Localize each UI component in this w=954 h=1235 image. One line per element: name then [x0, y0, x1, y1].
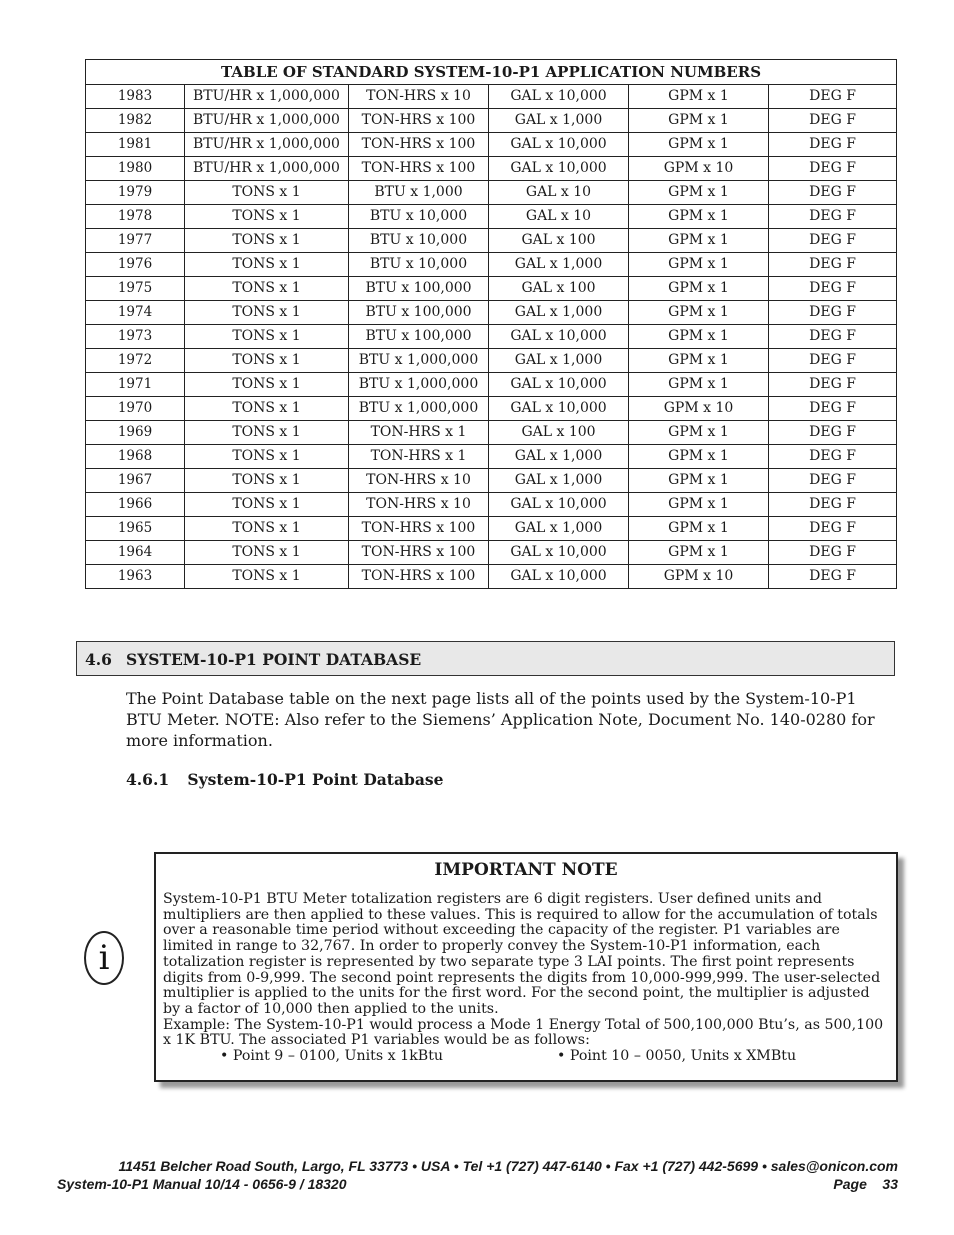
table-cell: 1982 [86, 109, 185, 133]
table-cell: BTU x 1,000,000 [349, 397, 489, 421]
table-cell: GAL x 1,000 [489, 301, 629, 325]
table-cell: GPM x 1 [629, 229, 769, 253]
table-cell: TONS x 1 [185, 181, 349, 205]
table-cell: TONS x 1 [185, 565, 349, 589]
table-cell: BTU x 1,000,000 [349, 349, 489, 373]
table-cell: TONS x 1 [185, 229, 349, 253]
table-cell: TONS x 1 [185, 349, 349, 373]
table-cell: BTU x 10,000 [349, 253, 489, 277]
table-body [86, 85, 897, 589]
table-cell: GPM x 1 [629, 85, 769, 109]
table-cell: TONS x 1 [185, 493, 349, 517]
table-row [86, 301, 897, 325]
table-cell: 1972 [86, 349, 185, 373]
info-icon: i [84, 931, 124, 985]
table-row [86, 565, 897, 589]
note-bullet-2: • Point 10 – 0050, Units x XMBtu [557, 1048, 797, 1065]
section-number: 4.6 [85, 650, 112, 669]
table-cell: TONS x 1 [185, 541, 349, 565]
table-cell: GPM x 10 [629, 565, 769, 589]
table-row [86, 397, 897, 421]
table-cell: DEG F [769, 85, 897, 109]
table-cell: GPM x 1 [629, 445, 769, 469]
table-cell: TON-HRS x 10 [349, 469, 489, 493]
note-bullets [163, 1049, 888, 1065]
table-cell: 1964 [86, 541, 185, 565]
table-cell: GPM x 1 [629, 373, 769, 397]
table-cell: DEG F [769, 277, 897, 301]
table-cell: DEG F [769, 493, 897, 517]
table-cell: DEG F [769, 421, 897, 445]
table-cell: TONS x 1 [185, 205, 349, 229]
table-row [86, 229, 897, 253]
table-cell: 1980 [86, 157, 185, 181]
table-row [86, 205, 897, 229]
table-row [86, 493, 897, 517]
table-header-row [86, 60, 897, 85]
table-cell: GAL x 10,000 [489, 397, 629, 421]
subsection-heading [126, 770, 443, 789]
table-cell: BTU x 10,000 [349, 229, 489, 253]
table-cell: TONS x 1 [185, 397, 349, 421]
table-cell: BTU/HR x 1,000,000 [185, 157, 349, 181]
table-cell: BTU x 100,000 [349, 325, 489, 349]
table-cell: GPM x 1 [629, 325, 769, 349]
table-cell: TON-HRS x 100 [349, 541, 489, 565]
table-cell: GAL x 10,000 [489, 133, 629, 157]
table-cell: GAL x 10,000 [489, 325, 629, 349]
table-cell: DEG F [769, 397, 897, 421]
table-cell: 1975 [86, 277, 185, 301]
footer-page-label: Page [833, 1176, 867, 1192]
table-cell: BTU x 1,000 [349, 181, 489, 205]
section-heading-bar [76, 641, 895, 676]
table-cell: BTU x 100,000 [349, 277, 489, 301]
table-cell: GPM x 1 [629, 469, 769, 493]
table-cell: TONS x 1 [185, 277, 349, 301]
table-cell: GPM x 1 [629, 133, 769, 157]
table-cell: GAL x 10 [489, 205, 629, 229]
table-cell: TON-HRS x 100 [349, 157, 489, 181]
important-note-box [154, 852, 898, 1082]
table-cell: BTU x 100,000 [349, 301, 489, 325]
table-cell: 1965 [86, 517, 185, 541]
table-cell: GAL x 1,000 [489, 445, 629, 469]
table-cell: GPM x 10 [629, 397, 769, 421]
table-cell: 1970 [86, 397, 185, 421]
note-bullet-1: • Point 9 – 0100, Units x 1kBtu [220, 1048, 444, 1065]
table-cell: DEG F [769, 109, 897, 133]
table-row [86, 85, 897, 109]
footer-page-number: 33 [882, 1176, 898, 1192]
table-cell: GAL x 10,000 [489, 157, 629, 181]
table-cell: GAL x 1,000 [489, 349, 629, 373]
table-cell: BTU/HR x 1,000,000 [185, 109, 349, 133]
footer-line-2 [57, 1175, 898, 1193]
table-cell: DEG F [769, 445, 897, 469]
table-cell: 1983 [86, 85, 185, 109]
subsection-number: 4.6.1 [126, 770, 170, 789]
table-cell: GAL x 10,000 [489, 565, 629, 589]
table-cell: GPM x 1 [629, 205, 769, 229]
table-cell: DEG F [769, 181, 897, 205]
table-row [86, 373, 897, 397]
table-cell: DEG F [769, 565, 897, 589]
table-row [86, 445, 897, 469]
table-cell: 1966 [86, 493, 185, 517]
table-row [86, 253, 897, 277]
table-cell: DEG F [769, 133, 897, 157]
table-cell: TON-HRS x 10 [349, 85, 489, 109]
table-cell: GPM x 1 [629, 253, 769, 277]
table-cell: TON-HRS x 100 [349, 517, 489, 541]
table-row [86, 541, 897, 565]
table-cell: TON-HRS x 1 [349, 421, 489, 445]
table-cell: GPM x 1 [629, 517, 769, 541]
table-cell: TON-HRS x 100 [349, 109, 489, 133]
table-cell: DEG F [769, 301, 897, 325]
table-cell: GPM x 10 [629, 157, 769, 181]
table-cell: GPM x 1 [629, 349, 769, 373]
table-cell: DEG F [769, 157, 897, 181]
table-cell: DEG F [769, 373, 897, 397]
table-cell: DEG F [769, 205, 897, 229]
table-cell: 1977 [86, 229, 185, 253]
table-cell: BTU x 10,000 [349, 205, 489, 229]
table-cell: DEG F [769, 229, 897, 253]
table-cell: GAL x 10 [489, 181, 629, 205]
note-paragraph: System-10-P1 BTU Meter totalization registers are 6 digit registers. User defined units and multipliers are then applied to these values. This is required to allow for the accumulation of totals over a reasonable time period without exceeding the capacity of the register. P1 variables are limited in range to 32,767. In order to properly convey the System-10-P1 information, each totalization register is represented by two separate type 3 LAI points. The first point represents digits from 0-9,999. The second point represents the digits from 10,000-999,999. The user-selected multiplier is applied to the units for the first word. For the second point, the multiplier is adjusted by a factor of 10,000 then applied to the units. [163, 891, 881, 1017]
table-cell: DEG F [769, 517, 897, 541]
table-row [86, 325, 897, 349]
table-cell: GPM x 1 [629, 181, 769, 205]
table-cell: GAL x 10,000 [489, 85, 629, 109]
table-cell: TONS x 1 [185, 421, 349, 445]
footer-manual: System-10-P1 Manual 10/14 - 0656-9 / 18320 [57, 1176, 347, 1192]
table-cell: GAL x 10,000 [489, 373, 629, 397]
table-cell: GAL x 100 [489, 277, 629, 301]
table-row [86, 157, 897, 181]
table-cell: 1974 [86, 301, 185, 325]
table-cell: GAL x 1,000 [489, 517, 629, 541]
table-cell: 1967 [86, 469, 185, 493]
table-cell: BTU/HR x 1,000,000 [185, 85, 349, 109]
table-cell: TONS x 1 [185, 517, 349, 541]
table-cell: DEG F [769, 253, 897, 277]
table-cell: 1969 [86, 421, 185, 445]
table-cell: DEG F [769, 325, 897, 349]
table-cell: GAL x 1,000 [489, 469, 629, 493]
table-cell: GAL x 1,000 [489, 109, 629, 133]
table-row [86, 133, 897, 157]
table-title: TABLE OF STANDARD SYSTEM-10-P1 APPLICATION NUMBERS [86, 60, 897, 85]
table-cell: TONS x 1 [185, 253, 349, 277]
table-row [86, 469, 897, 493]
table-cell: BTU/HR x 1,000,000 [185, 133, 349, 157]
section-title: SYSTEM-10-P1 POINT DATABASE [126, 650, 422, 669]
table-cell: 1978 [86, 205, 185, 229]
table-row [86, 181, 897, 205]
table-cell: TONS x 1 [185, 325, 349, 349]
note-example: Example: The System-10-P1 would process a Mode 1 Energy Total of 500,100,000 Btu’s, as 500,100 x 1K BTU. The associated P1 variables would be as follows: [163, 1016, 884, 1049]
page-footer [57, 1157, 898, 1193]
table-cell: DEG F [769, 469, 897, 493]
table-cell: 1968 [86, 445, 185, 469]
table-cell: 1979 [86, 181, 185, 205]
footer-address: 11451 Belcher Road South, Largo, FL 33773 • USA • Tel +1 (727) 447-6140 • Fax +1 (727) 442-5699 • sales@onicon.com [118, 1158, 898, 1174]
table-cell: 1981 [86, 133, 185, 157]
section-intro: The Point Database table on the next page lists all of the points used by the System-10-P1 BTU Meter. NOTE: Also refer to the Siemens’ Application Note, Document No. 140-0280 for more information. [126, 689, 875, 750]
application-numbers-table [85, 59, 897, 589]
table-cell: GAL x 10,000 [489, 493, 629, 517]
table-row [86, 109, 897, 133]
footer-page [833, 1175, 898, 1193]
subsection-title: System-10-P1 Point Database [187, 770, 444, 789]
table-cell: DEG F [769, 541, 897, 565]
table-cell: 1976 [86, 253, 185, 277]
table-row [86, 349, 897, 373]
table-cell: GPM x 1 [629, 421, 769, 445]
table-cell: GPM x 1 [629, 541, 769, 565]
table-cell: 1963 [86, 565, 185, 589]
table-cell: GAL x 100 [489, 421, 629, 445]
table-cell: GPM x 1 [629, 277, 769, 301]
table-row [86, 277, 897, 301]
note-title: IMPORTANT NOTE [434, 860, 618, 880]
table-cell: GPM x 1 [629, 301, 769, 325]
table-row [86, 517, 897, 541]
table-cell: 1971 [86, 373, 185, 397]
table-cell: TONS x 1 [185, 469, 349, 493]
table-cell: TON-HRS x 100 [349, 133, 489, 157]
note-body [163, 892, 888, 1065]
table-cell: DEG F [769, 349, 897, 373]
table-cell: GAL x 10,000 [489, 541, 629, 565]
table-cell: TON-HRS x 100 [349, 565, 489, 589]
table-cell: TONS x 1 [185, 445, 349, 469]
table-cell: GPM x 1 [629, 493, 769, 517]
table-cell: BTU x 1,000,000 [349, 373, 489, 397]
table-cell: GAL x 100 [489, 229, 629, 253]
table-cell: GAL x 1,000 [489, 253, 629, 277]
table-cell: TON-HRS x 10 [349, 493, 489, 517]
table-cell: GPM x 1 [629, 109, 769, 133]
table-cell: TONS x 1 [185, 373, 349, 397]
table-cell: 1973 [86, 325, 185, 349]
table-cell: TONS x 1 [185, 301, 349, 325]
table-cell: TON-HRS x 1 [349, 445, 489, 469]
table-row [86, 421, 897, 445]
